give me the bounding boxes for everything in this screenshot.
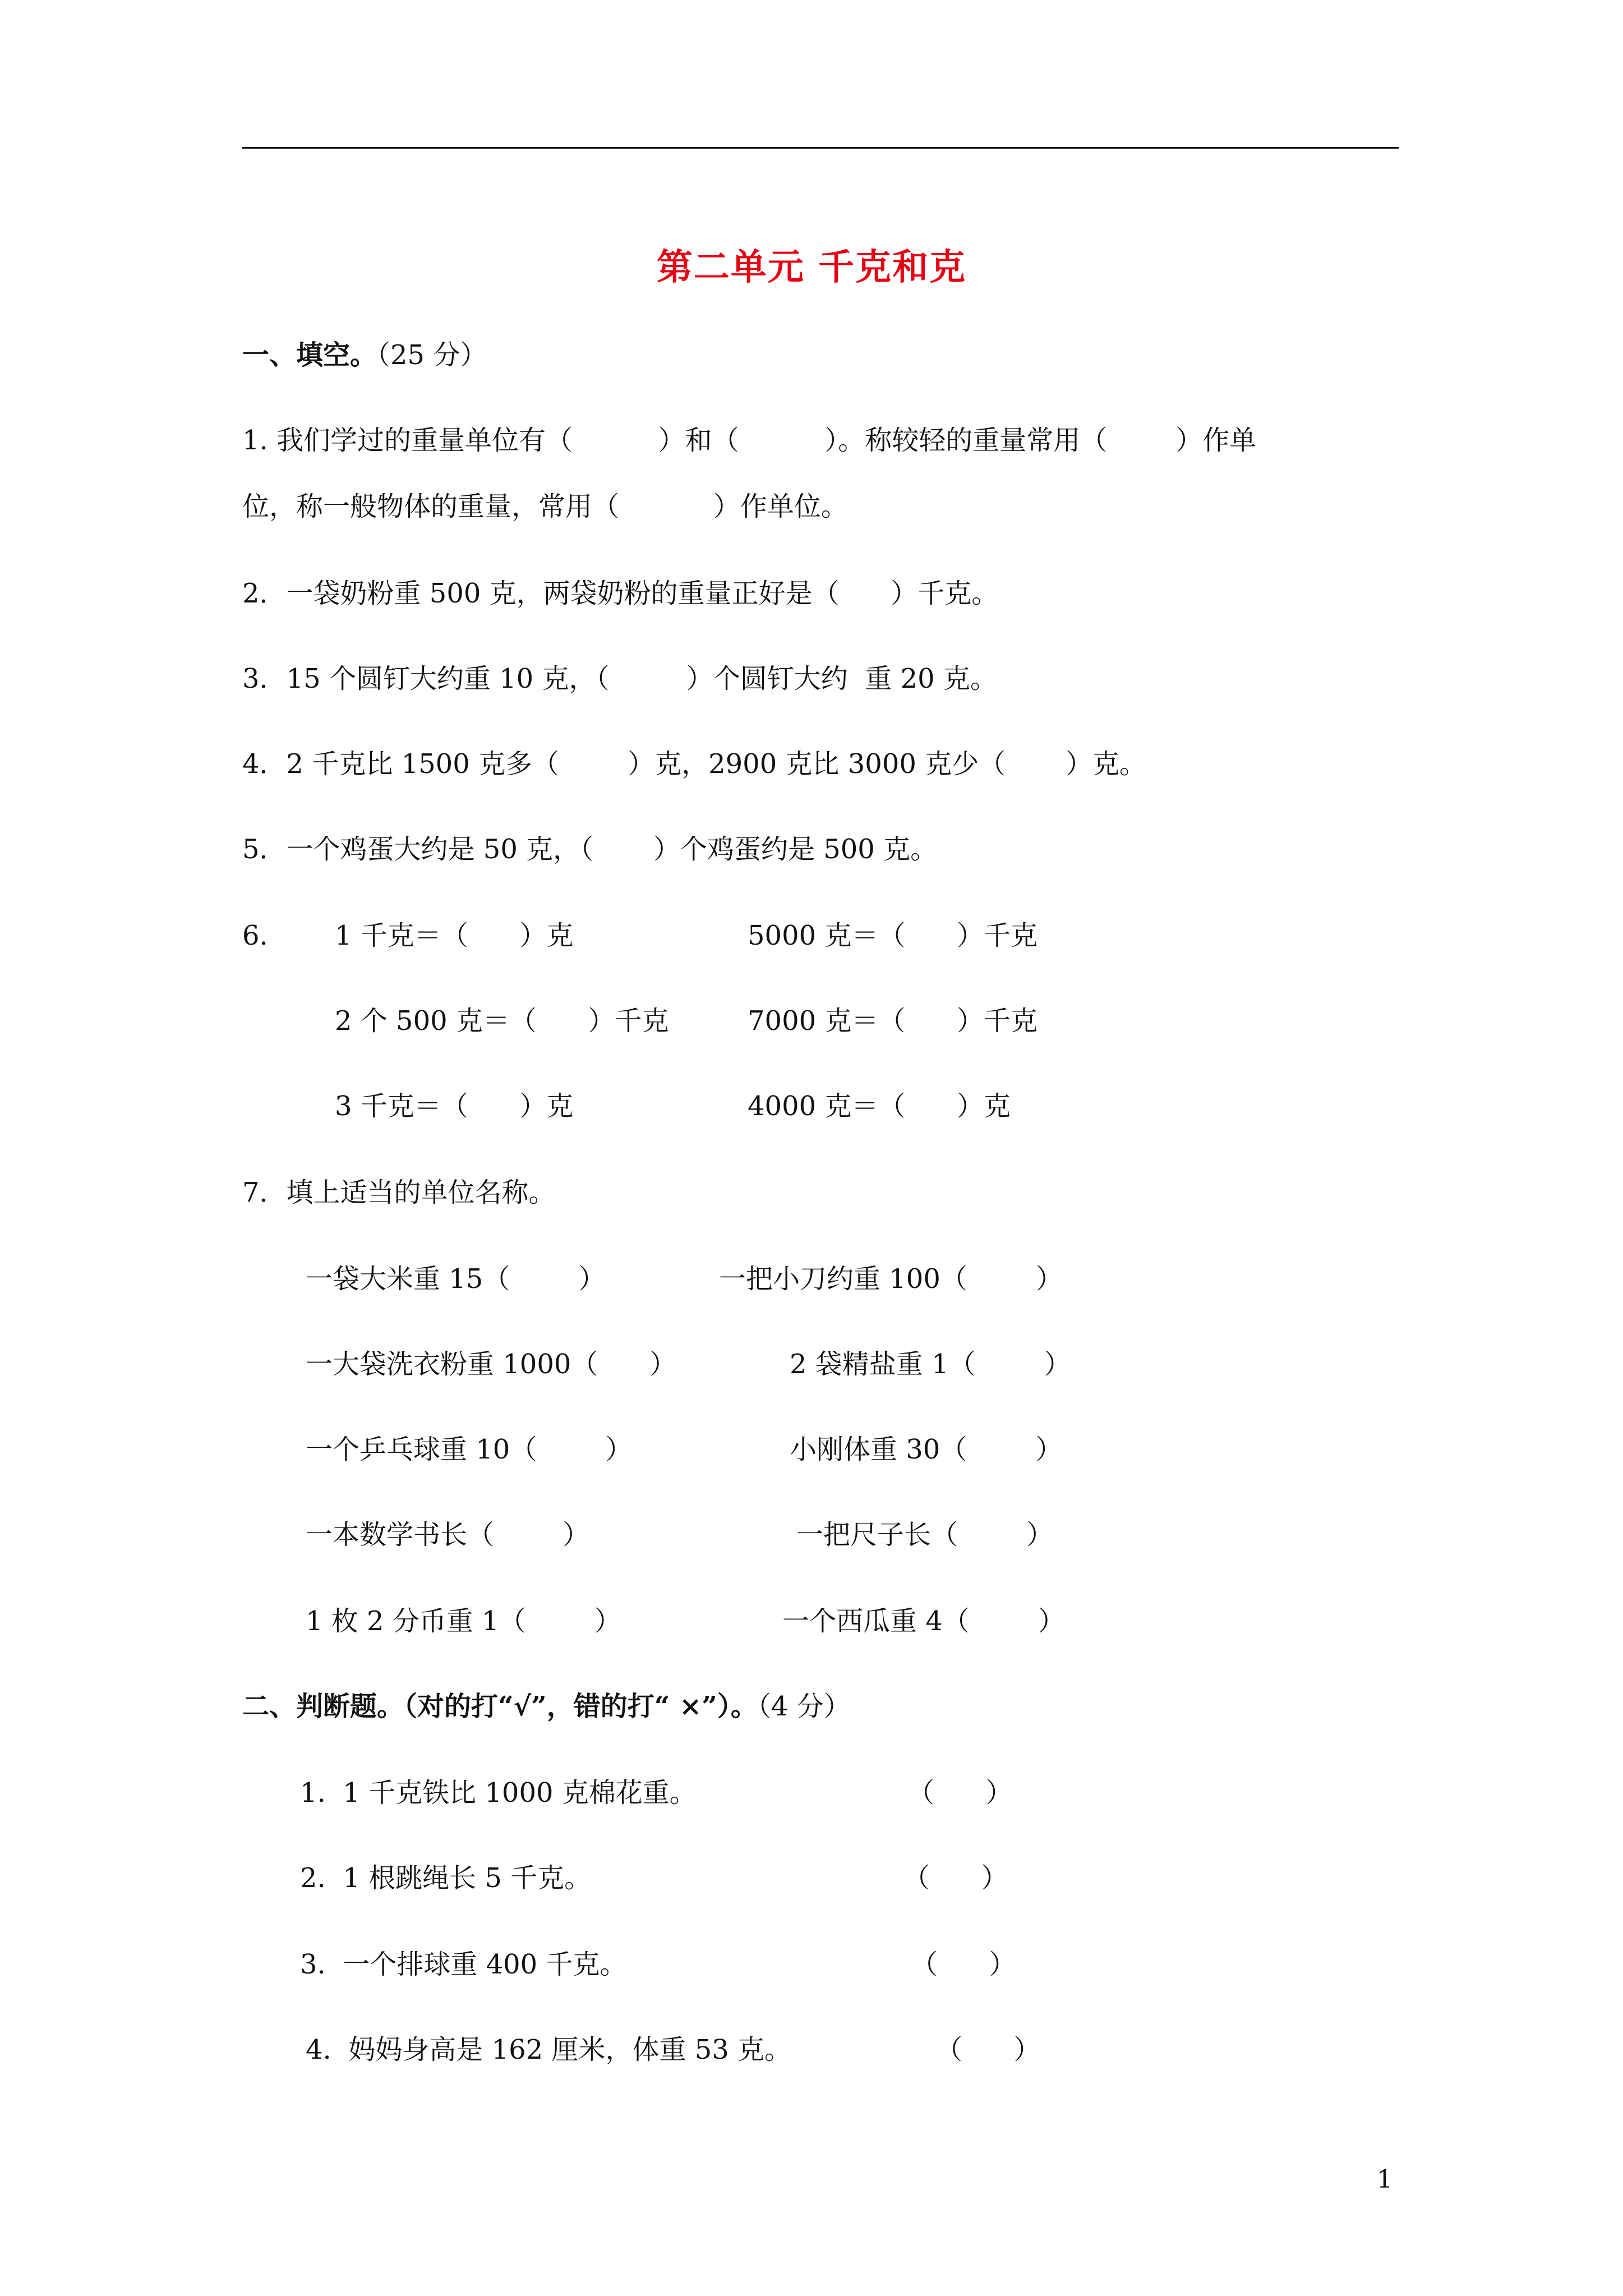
question-5: 5．一个鸡蛋大约是 50 克，（ ）个鸡蛋约是 500 克。 bbox=[242, 834, 938, 865]
question-7-row-5-left: 1 枚 2 分币重 1（ ） bbox=[306, 1605, 621, 1637]
judge-item-3-mark: （ ） bbox=[911, 1949, 1016, 1980]
page-title: 第二单元 千克和克 bbox=[656, 246, 967, 288]
question-7: 7．填上适当的单位名称。 bbox=[242, 1177, 556, 1208]
question-6-label: 6. bbox=[242, 920, 268, 951]
section2-heading bbox=[242, 1690, 851, 1723]
judge-item-2-text: 2. 1 根跳绳长 5 千克。 bbox=[300, 1862, 592, 1894]
question-7-row-4-right: 一把尺子长（ ） bbox=[796, 1519, 1054, 1550]
question-6-row-3-left: 3 千克＝（ ）克 bbox=[335, 1091, 574, 1122]
question-7-row-3-right: 小刚体重 30（ ） bbox=[790, 1434, 1063, 1465]
page-number: 1 bbox=[1377, 2165, 1393, 2194]
question-2: 2．一袋奶粉重 500 克，两袋奶粉的重量正好是（ ）千克。 bbox=[242, 578, 999, 609]
section2-heading-text: 二、判断题。（对的打“√”，错的打“ ×”）。 bbox=[242, 1691, 758, 1722]
question-1-line-1: 1. 我们学过的重量单位有（ ）和（ ）。称较轻的重量常用（ ）作单 bbox=[242, 425, 1257, 456]
question-7-row-5-right: 一个西瓜重 4（ ） bbox=[782, 1605, 1065, 1637]
question-6-row-1-right: 5000 克＝（ ）千克 bbox=[748, 920, 1038, 951]
section2-points: （4 分） bbox=[757, 1691, 851, 1722]
question-6-row-2-right: 7000 克＝（ ）千克 bbox=[748, 1005, 1038, 1037]
judge-item-3-text: 3. 一个排球重 400 千克。 bbox=[300, 1949, 627, 1980]
question-7-row-3-left: 一个乒乓球重 10（ ） bbox=[306, 1434, 633, 1465]
judge-item-4-text: 4. 妈妈身高是 162 厘米，体重 53 克。 bbox=[306, 2034, 792, 2065]
header-rule bbox=[242, 147, 1399, 149]
judge-item-2-mark: （ ） bbox=[903, 1862, 1008, 1894]
question-4: 4．2 千克比 1500 克多（ ）克，2900 克比 3000 克少（ ）克。 bbox=[242, 748, 1146, 780]
question-7-row-2-right: 2 袋精盐重 1（ ） bbox=[790, 1349, 1071, 1380]
judge-item-4-mark: （ ） bbox=[935, 2034, 1041, 2065]
judge-item-1-mark: （ ） bbox=[907, 1777, 1013, 1809]
question-7-row-1-right: 一把小刀约重 100（ ） bbox=[719, 1263, 1063, 1295]
question-6-row-2-left: 2 个 500 克＝（ ）千克 bbox=[335, 1005, 669, 1037]
question-3: 3．15 个圆钉大约重 10 克，（ ）个圆钉大约 重 20 克。 bbox=[242, 663, 997, 694]
section1-heading-text: 一、填空。 bbox=[242, 339, 377, 371]
question-6-row-3-right: 4000 克＝（ ）克 bbox=[748, 1091, 1011, 1122]
judge-item-1-text: 1. 1 千克铁比 1000 克棉花重。 bbox=[300, 1777, 697, 1809]
question-1-line-2: 位，称一般物体的重量，常用（ ）作单位。 bbox=[242, 491, 848, 522]
question-7-row-1-left: 一袋大米重 15（ ） bbox=[306, 1263, 606, 1295]
section1-heading bbox=[242, 338, 487, 372]
question-7-row-2-left: 一大袋洗衣粉重 1000（ ） bbox=[306, 1349, 676, 1380]
question-6-row-1-left: 1 千克＝（ ）克 bbox=[335, 920, 574, 951]
section1-points: （25 分） bbox=[377, 339, 487, 371]
question-7-row-4-left: 一本数学书长（ ） bbox=[306, 1519, 590, 1550]
